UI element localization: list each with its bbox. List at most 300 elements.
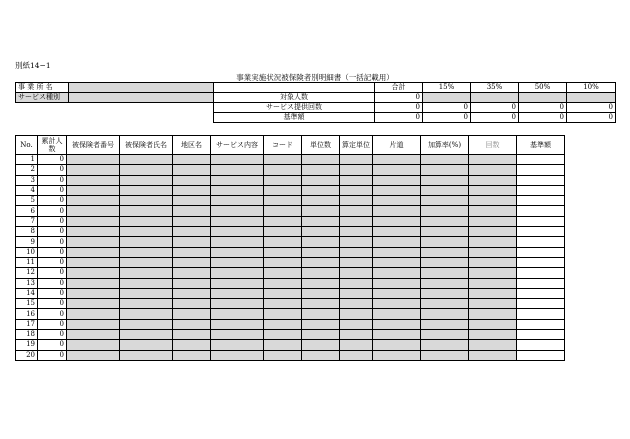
code-cell[interactable] <box>264 330 302 340</box>
times-cell[interactable] <box>469 216 517 226</box>
insured-number-cell[interactable] <box>67 268 120 278</box>
one-way-cell[interactable] <box>373 175 421 185</box>
one-way-cell[interactable] <box>373 216 421 226</box>
row-number: 1 <box>16 155 38 165</box>
service-cell[interactable] <box>211 155 264 165</box>
code-cell[interactable] <box>264 206 302 216</box>
service-cell[interactable] <box>211 185 264 195</box>
area-cell[interactable] <box>173 330 211 340</box>
rate-cell[interactable] <box>421 206 469 216</box>
insured-name-cell[interactable] <box>120 185 173 195</box>
area-cell[interactable] <box>173 237 211 247</box>
times-cell[interactable] <box>469 340 517 350</box>
calc-unit-cell[interactable] <box>340 309 373 319</box>
service-cell[interactable] <box>211 319 264 329</box>
area-cell[interactable] <box>173 196 211 206</box>
col-times: 回数 <box>469 136 517 155</box>
times-cell[interactable] <box>469 257 517 267</box>
rate-cell[interactable] <box>421 247 469 257</box>
code-cell[interactable] <box>264 185 302 195</box>
insured-name-cell[interactable] <box>120 165 173 175</box>
one-way-cell[interactable] <box>373 350 421 360</box>
times-cell[interactable] <box>469 185 517 195</box>
insured-number-cell[interactable] <box>67 155 120 165</box>
code-cell[interactable] <box>264 165 302 175</box>
target-count-total: 0 <box>375 93 423 103</box>
one-way-cell[interactable] <box>373 299 421 309</box>
calc-unit-cell[interactable] <box>340 216 373 226</box>
col-rate: 加算率(%) <box>421 136 469 155</box>
base-amount-label: 基準額 <box>214 113 375 123</box>
cumulative-count: 0 <box>38 330 67 340</box>
rate-cell[interactable] <box>421 268 469 278</box>
unit-cell[interactable] <box>302 278 340 288</box>
calc-unit-cell[interactable] <box>340 330 373 340</box>
times-cell[interactable] <box>469 330 517 340</box>
calc-unit-cell[interactable] <box>340 165 373 175</box>
row-number: 6 <box>16 206 38 216</box>
service-cell[interactable] <box>211 175 264 185</box>
one-way-cell[interactable] <box>373 268 421 278</box>
insured-name-cell[interactable] <box>120 216 173 226</box>
unit-cell[interactable] <box>302 340 340 350</box>
times-cell[interactable] <box>469 247 517 257</box>
service-cell[interactable] <box>211 350 264 360</box>
service-cell[interactable] <box>211 237 264 247</box>
unit-cell[interactable] <box>302 257 340 267</box>
insured-number-cell[interactable] <box>67 175 120 185</box>
base-amount-cell <box>517 155 565 165</box>
area-cell[interactable] <box>173 319 211 329</box>
insured-number-cell[interactable] <box>67 309 120 319</box>
code-cell[interactable] <box>264 216 302 226</box>
total-header: 合計 <box>375 83 423 93</box>
calc-unit-cell[interactable] <box>340 196 373 206</box>
code-cell[interactable] <box>264 175 302 185</box>
cumulative-count: 0 <box>38 278 67 288</box>
office-name-field[interactable] <box>69 83 214 93</box>
col-code: コード <box>264 136 302 155</box>
insured-name-cell[interactable] <box>120 237 173 247</box>
calc-unit-cell[interactable] <box>340 288 373 298</box>
calc-unit-cell[interactable] <box>340 206 373 216</box>
base-amount-p35: 0 <box>471 113 519 123</box>
cumulative-count: 0 <box>38 185 67 195</box>
base-amount-cell <box>517 237 565 247</box>
insured-name-cell[interactable] <box>120 268 173 278</box>
insured-name-cell[interactable] <box>120 288 173 298</box>
insured-number-cell[interactable] <box>67 330 120 340</box>
unit-cell[interactable] <box>302 196 340 206</box>
insured-name-cell[interactable] <box>120 340 173 350</box>
code-cell[interactable] <box>264 288 302 298</box>
service-cell[interactable] <box>211 165 264 175</box>
insured-name-cell[interactable] <box>120 247 173 257</box>
col-calc-unit: 算定単位 <box>340 136 373 155</box>
table-row <box>16 206 565 216</box>
one-way-cell[interactable] <box>373 237 421 247</box>
row-number: 14 <box>16 288 38 298</box>
insured-name-cell[interactable] <box>120 319 173 329</box>
cumulative-count: 0 <box>38 227 67 237</box>
calc-unit-cell[interactable] <box>340 299 373 309</box>
insured-name-cell[interactable] <box>120 155 173 165</box>
base-amount-cell <box>517 278 565 288</box>
cumulative-count: 0 <box>38 288 67 298</box>
calc-unit-cell[interactable] <box>340 257 373 267</box>
table-row <box>16 216 565 226</box>
table-row <box>16 155 565 165</box>
row-number: 8 <box>16 227 38 237</box>
cumulative-count: 0 <box>38 196 67 206</box>
area-cell[interactable] <box>173 247 211 257</box>
base-amount-cell <box>517 340 565 350</box>
service-cell[interactable] <box>211 340 264 350</box>
unit-cell[interactable] <box>302 309 340 319</box>
row-number: 20 <box>16 350 38 360</box>
insured-number-cell[interactable] <box>67 216 120 226</box>
one-way-cell[interactable] <box>373 288 421 298</box>
code-cell[interactable] <box>264 350 302 360</box>
base-amount-cell <box>517 268 565 278</box>
unit-cell[interactable] <box>302 155 340 165</box>
unit-cell[interactable] <box>302 319 340 329</box>
insured-name-cell[interactable] <box>120 196 173 206</box>
row-number: 19 <box>16 340 38 350</box>
times-cell[interactable] <box>469 206 517 216</box>
base-amount-total: 0 <box>375 113 423 123</box>
calc-unit-cell[interactable] <box>340 247 373 257</box>
service-count-p50: 0 <box>519 103 567 113</box>
code-cell[interactable] <box>264 319 302 329</box>
insured-number-cell[interactable] <box>67 278 120 288</box>
one-way-cell[interactable] <box>373 155 421 165</box>
area-cell[interactable] <box>173 227 211 237</box>
col-insured-name: 被保険者氏名 <box>120 136 173 155</box>
service-cell[interactable] <box>211 216 264 226</box>
one-way-cell[interactable] <box>373 319 421 329</box>
one-way-cell[interactable] <box>373 330 421 340</box>
row-number: 5 <box>16 196 38 206</box>
area-cell[interactable] <box>173 268 211 278</box>
calc-unit-cell[interactable] <box>340 175 373 185</box>
times-cell[interactable] <box>469 309 517 319</box>
area-cell[interactable] <box>173 185 211 195</box>
code-cell[interactable] <box>264 237 302 247</box>
times-cell[interactable] <box>469 227 517 237</box>
insured-name-cell[interactable] <box>120 227 173 237</box>
calc-unit-cell[interactable] <box>340 237 373 247</box>
unit-cell[interactable] <box>302 350 340 360</box>
cumulative-count: 0 <box>38 206 67 216</box>
insured-name-cell[interactable] <box>120 175 173 185</box>
times-cell[interactable] <box>469 299 517 309</box>
rate-cell[interactable] <box>421 185 469 195</box>
unit-cell[interactable] <box>302 175 340 185</box>
insured-number-cell[interactable] <box>67 247 120 257</box>
service-cell[interactable] <box>211 247 264 257</box>
times-cell[interactable] <box>469 196 517 206</box>
rate-cell[interactable] <box>421 237 469 247</box>
code-cell[interactable] <box>264 268 302 278</box>
code-cell[interactable] <box>264 309 302 319</box>
code-cell[interactable] <box>264 155 302 165</box>
cumulative-count: 0 <box>38 350 67 360</box>
calc-unit-cell[interactable] <box>340 155 373 165</box>
table-row <box>16 165 565 175</box>
times-cell[interactable] <box>469 288 517 298</box>
one-way-cell[interactable] <box>373 206 421 216</box>
insured-number-cell[interactable] <box>67 227 120 237</box>
table-row <box>16 330 565 340</box>
area-cell[interactable] <box>173 350 211 360</box>
one-way-cell[interactable] <box>373 227 421 237</box>
target-count-label: 対象人数 <box>214 93 375 103</box>
area-cell[interactable] <box>173 206 211 216</box>
code-cell[interactable] <box>264 340 302 350</box>
unit-cell[interactable] <box>302 288 340 298</box>
row-number: 2 <box>16 165 38 175</box>
cumulative-count: 0 <box>38 309 67 319</box>
insured-name-cell[interactable] <box>120 278 173 288</box>
base-amount-cell <box>517 350 565 360</box>
one-way-cell[interactable] <box>373 165 421 175</box>
insured-name-cell[interactable] <box>120 350 173 360</box>
insured-number-cell[interactable] <box>67 185 120 195</box>
insured-name-cell[interactable] <box>120 257 173 267</box>
area-cell[interactable] <box>173 216 211 226</box>
base-amount-cell <box>517 309 565 319</box>
times-cell[interactable] <box>469 165 517 175</box>
cumulative-count: 0 <box>38 340 67 350</box>
rate-cell[interactable] <box>421 309 469 319</box>
insured-number-cell[interactable] <box>67 319 120 329</box>
times-cell[interactable] <box>469 175 517 185</box>
times-cell[interactable] <box>469 350 517 360</box>
service-count-p35: 0 <box>471 103 519 113</box>
unit-cell[interactable] <box>302 268 340 278</box>
cumulative-count: 0 <box>38 165 67 175</box>
calc-unit-cell[interactable] <box>340 350 373 360</box>
table-row <box>16 319 565 329</box>
row-number: 10 <box>16 247 38 257</box>
service-cell[interactable] <box>211 196 264 206</box>
insured-number-cell[interactable] <box>67 340 120 350</box>
base-amount-cell <box>517 175 565 185</box>
insured-number-cell[interactable] <box>67 350 120 360</box>
rate-cell[interactable] <box>421 175 469 185</box>
rate-cell[interactable] <box>421 330 469 340</box>
document-reference: 別紙14−1 <box>15 61 51 70</box>
unit-cell[interactable] <box>302 237 340 247</box>
base-amount-cell <box>517 257 565 267</box>
summary-header-row <box>16 83 616 93</box>
area-cell[interactable] <box>173 299 211 309</box>
insured-number-cell[interactable] <box>67 196 120 206</box>
code-cell[interactable] <box>264 257 302 267</box>
rate-cell[interactable] <box>421 216 469 226</box>
table-row <box>16 309 565 319</box>
one-way-cell[interactable] <box>373 185 421 195</box>
row-number: 9 <box>16 237 38 247</box>
area-cell[interactable] <box>173 257 211 267</box>
rate-cell[interactable] <box>421 299 469 309</box>
service-cell[interactable] <box>211 309 264 319</box>
code-cell[interactable] <box>264 247 302 257</box>
insured-number-cell[interactable] <box>67 299 120 309</box>
col-no: No. <box>16 136 38 155</box>
row-number: 12 <box>16 268 38 278</box>
col-unit: 単位数 <box>302 136 340 155</box>
table-row <box>16 227 565 237</box>
times-cell[interactable] <box>469 278 517 288</box>
col-one-way: 片道 <box>373 136 421 155</box>
insured-name-cell[interactable] <box>120 309 173 319</box>
unit-cell[interactable] <box>302 330 340 340</box>
base-amount-cell <box>517 185 565 195</box>
base-amount-cell <box>517 288 565 298</box>
calc-unit-cell[interactable] <box>340 319 373 329</box>
area-cell[interactable] <box>173 175 211 185</box>
service-cell[interactable] <box>211 227 264 237</box>
area-cell[interactable] <box>173 165 211 175</box>
cumulative-count: 0 <box>38 237 67 247</box>
service-cell[interactable] <box>211 206 264 216</box>
service-count-p10: 0 <box>567 103 616 113</box>
rate-cell[interactable] <box>421 278 469 288</box>
code-cell[interactable] <box>264 278 302 288</box>
p35-header: 35% <box>471 83 519 93</box>
unit-cell[interactable] <box>302 247 340 257</box>
insured-number-cell[interactable] <box>67 257 120 267</box>
cumulative-count: 0 <box>38 247 67 257</box>
row-number: 3 <box>16 175 38 185</box>
col-service: サービス内容 <box>211 136 264 155</box>
one-way-cell[interactable] <box>373 309 421 319</box>
rate-cell[interactable] <box>421 288 469 298</box>
insured-number-cell[interactable] <box>67 237 120 247</box>
table-row <box>16 185 565 195</box>
unit-cell[interactable] <box>302 299 340 309</box>
code-cell[interactable] <box>264 196 302 206</box>
rate-cell[interactable] <box>421 340 469 350</box>
calc-unit-cell[interactable] <box>340 227 373 237</box>
insured-number-cell[interactable] <box>67 288 120 298</box>
service-cell[interactable] <box>211 330 264 340</box>
rate-cell[interactable] <box>421 155 469 165</box>
one-way-cell[interactable] <box>373 196 421 206</box>
insured-number-cell[interactable] <box>67 165 120 175</box>
rate-cell[interactable] <box>421 196 469 206</box>
unit-cell[interactable] <box>302 227 340 237</box>
office-label: 事 業 所 名 <box>16 83 69 93</box>
insured-name-cell[interactable] <box>120 206 173 216</box>
base-amount-p10: 0 <box>567 113 616 123</box>
service-cell[interactable] <box>211 257 264 267</box>
calc-unit-cell[interactable] <box>340 185 373 195</box>
base-amount-p15: 0 <box>423 113 471 123</box>
row-number: 15 <box>16 299 38 309</box>
service-count-label: サービス提供回数 <box>214 103 375 113</box>
table-row <box>16 237 565 247</box>
insured-number-cell[interactable] <box>67 206 120 216</box>
service-cell[interactable] <box>211 299 264 309</box>
service-cell[interactable] <box>211 268 264 278</box>
service-cell[interactable] <box>211 288 264 298</box>
cumulative-count: 0 <box>38 268 67 278</box>
table-row <box>16 299 565 309</box>
table-row <box>16 268 565 278</box>
service-cell[interactable] <box>211 278 264 288</box>
rate-cell[interactable] <box>421 165 469 175</box>
unit-cell[interactable] <box>302 216 340 226</box>
service-type-row <box>16 93 616 103</box>
area-cell[interactable] <box>173 278 211 288</box>
rate-cell[interactable] <box>421 227 469 237</box>
calc-unit-cell[interactable] <box>340 278 373 288</box>
area-cell[interactable] <box>173 288 211 298</box>
one-way-cell[interactable] <box>373 340 421 350</box>
area-cell[interactable] <box>173 155 211 165</box>
unit-cell[interactable] <box>302 206 340 216</box>
one-way-cell[interactable] <box>373 257 421 267</box>
detail-table <box>15 135 565 361</box>
base-amount-cell <box>517 206 565 216</box>
col-base-amount: 基準額 <box>517 136 565 155</box>
table-row <box>16 288 565 298</box>
table-row <box>16 257 565 267</box>
cumulative-count: 0 <box>38 216 67 226</box>
area-cell[interactable] <box>173 340 211 350</box>
rate-cell[interactable] <box>421 350 469 360</box>
code-cell[interactable] <box>264 227 302 237</box>
p15-header: 15% <box>423 83 471 93</box>
times-cell[interactable] <box>469 237 517 247</box>
area-cell[interactable] <box>173 309 211 319</box>
rate-cell[interactable] <box>421 319 469 329</box>
insured-name-cell[interactable] <box>120 299 173 309</box>
col-insured-number: 被保険者番号 <box>67 136 120 155</box>
p10-header: 10% <box>567 83 616 93</box>
unit-cell[interactable] <box>302 185 340 195</box>
times-cell[interactable] <box>469 268 517 278</box>
times-cell[interactable] <box>469 155 517 165</box>
base-amount-p50: 0 <box>519 113 567 123</box>
calc-unit-cell[interactable] <box>340 340 373 350</box>
calc-unit-cell[interactable] <box>340 268 373 278</box>
times-cell[interactable] <box>469 319 517 329</box>
table-row <box>16 350 565 360</box>
code-cell[interactable] <box>264 299 302 309</box>
service-count-total: 0 <box>375 103 423 113</box>
unit-cell[interactable] <box>302 165 340 175</box>
base-amount-cell <box>517 227 565 237</box>
row-number: 16 <box>16 309 38 319</box>
insured-name-cell[interactable] <box>120 330 173 340</box>
cumulative-count: 0 <box>38 257 67 267</box>
one-way-cell[interactable] <box>373 247 421 257</box>
p50-header: 50% <box>519 83 567 93</box>
cumulative-count: 0 <box>38 319 67 329</box>
table-row <box>16 340 565 350</box>
service-count-p15: 0 <box>423 103 471 113</box>
row-number: 4 <box>16 185 38 195</box>
one-way-cell[interactable] <box>373 278 421 288</box>
service-type-field[interactable] <box>69 93 214 103</box>
col-cumulative: 累計人数 <box>38 136 67 155</box>
table-row <box>16 175 565 185</box>
rate-cell[interactable] <box>421 257 469 267</box>
